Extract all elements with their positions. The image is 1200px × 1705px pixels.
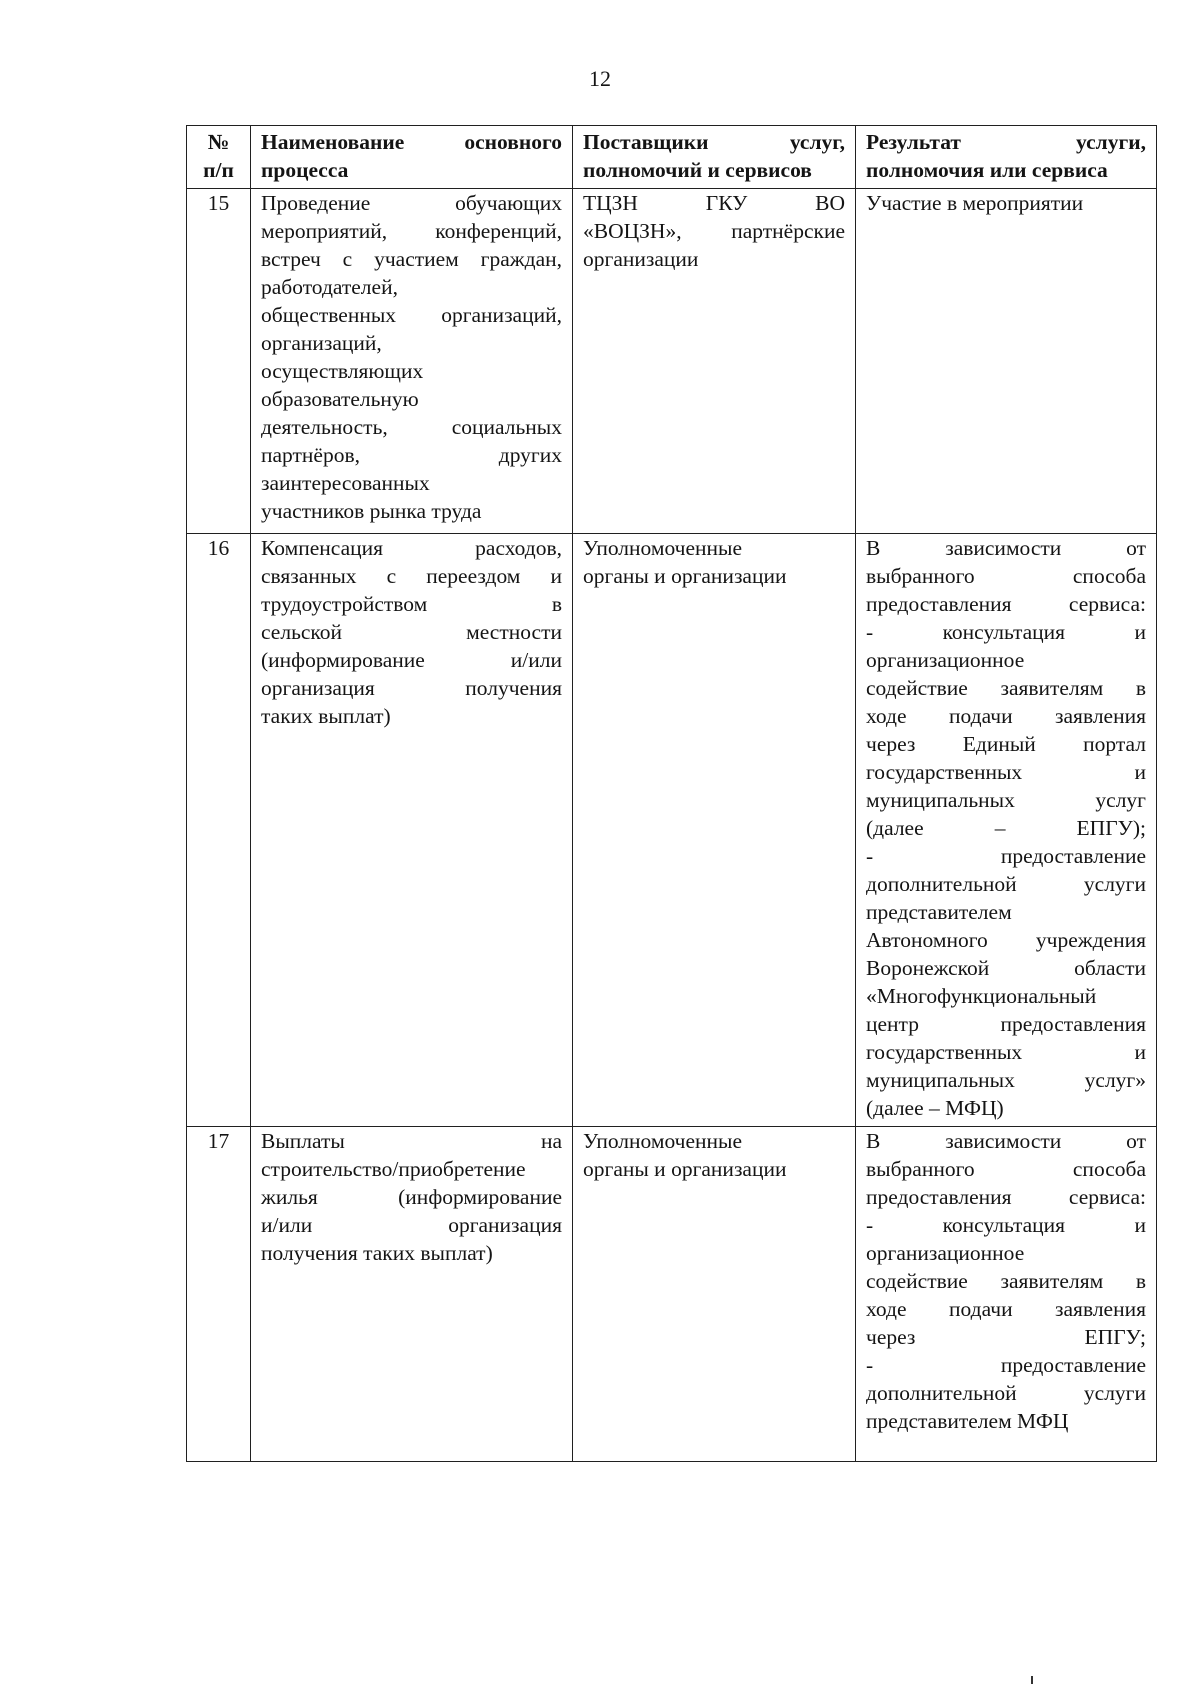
header-number-line-1: № <box>207 130 230 154</box>
row-number: 15 <box>187 189 251 534</box>
result-cell-line: государственных и <box>866 1040 1146 1064</box>
process-name-cell-line: участников рынка труда <box>261 499 482 523</box>
result-cell-line: - консультация и <box>866 1213 1146 1237</box>
result-cell-line: дополнительной услуги <box>866 1381 1146 1405</box>
result-cell-line: Участие в мероприятии <box>866 191 1084 215</box>
process-name-cell-line: Выплаты на <box>261 1129 562 1153</box>
result-cell-line: организационное <box>866 1241 1025 1265</box>
result-cell-line: муниципальных услуг <box>866 788 1146 812</box>
result-cell-line: представителем <box>866 900 1012 924</box>
header-number-line-2: п/п <box>203 158 234 182</box>
header-providers <box>573 126 856 189</box>
process-name-cell-line: организаций, <box>261 331 382 355</box>
header-result-line-2: полномочия или сервиса <box>866 158 1108 182</box>
row-number: 17 <box>187 1127 251 1462</box>
process-name-cell-line: заинтересованных <box>261 471 430 495</box>
header-providers-line-2: полномочий и сервисов <box>583 158 812 182</box>
process-name-cell-line: Компенсация расходов, <box>261 536 562 560</box>
process-name-cell-line: мероприятий, конференций, <box>261 219 562 243</box>
result-cell-line: - предоставление <box>866 844 1146 868</box>
providers-cell <box>573 1127 856 1462</box>
result-cell-line: Автономного учреждения <box>866 928 1146 952</box>
process-name-cell-line: (информирование и/или <box>261 648 562 672</box>
process-name-cell <box>251 534 573 1127</box>
table-body <box>187 189 1157 1462</box>
header-result-line-1: Результат услуги, <box>866 130 1146 154</box>
page-number: 12 <box>589 66 611 91</box>
result-cell-line: предоставления сервиса: <box>866 1185 1146 1209</box>
result-cell-line: (далее – ЕПГУ); <box>866 816 1146 840</box>
row-number: 16 <box>187 534 251 1127</box>
process-name-cell <box>251 1127 573 1462</box>
header-number <box>187 126 251 189</box>
providers-cell <box>573 189 856 534</box>
result-cell-line: выбранного способа <box>866 564 1146 588</box>
result-cell <box>856 534 1157 1127</box>
result-cell-line: представителем МФЦ <box>866 1409 1069 1433</box>
result-cell-line: - консультация и <box>866 620 1146 644</box>
providers-cell-line: органы и организации <box>583 1157 787 1181</box>
result-cell-line: Воронежской области <box>866 956 1146 980</box>
providers-cell-line: ТЦЗН ГКУ ВО <box>583 191 845 215</box>
header-providers-line-1: Поставщики услуг, <box>583 130 845 154</box>
result-cell <box>856 189 1157 534</box>
result-cell-line: ходе подачи заявления <box>866 704 1146 728</box>
table-row <box>187 1127 1157 1462</box>
process-name-cell-line: строительство/приобретение <box>261 1157 526 1181</box>
process-name-cell-line: деятельность, социальных <box>261 415 562 439</box>
providers-cell-line: «ВОЦЗН», партнёрские <box>583 219 845 243</box>
process-name-cell <box>251 189 573 534</box>
process-name-cell-line: образовательную <box>261 387 419 411</box>
header-process-name-line-1: Наименование основного <box>261 130 562 154</box>
result-cell <box>856 1127 1157 1462</box>
process-name-cell-line: связанных с переездом и <box>261 564 562 588</box>
result-cell-line: - предоставление <box>866 1353 1146 1377</box>
result-cell-line: через Единый портал <box>866 732 1146 756</box>
process-name-cell-line: осуществляющих <box>261 359 424 383</box>
process-name-cell-line: встреч с участием граждан, <box>261 247 562 271</box>
result-cell-line: ходе подачи заявления <box>866 1297 1146 1321</box>
process-name-cell-line: общественных организаций, <box>261 303 562 327</box>
header-process-name-line-2: процесса <box>261 158 349 182</box>
result-cell-line: дополнительной услуги <box>866 872 1146 896</box>
result-cell-line: выбранного способа <box>866 1157 1146 1181</box>
providers-cell-line: Уполномоченные <box>583 536 743 560</box>
process-name-cell-line: организация получения <box>261 676 562 700</box>
process-name-cell-line: работодателей, <box>261 275 398 299</box>
scan-mark <box>1031 1676 1033 1684</box>
process-name-cell-line: трудоустройством в <box>261 592 562 616</box>
process-name-cell-line: и/или организация <box>261 1213 562 1237</box>
result-cell-line: центр предоставления <box>866 1012 1146 1036</box>
header-result <box>856 126 1157 189</box>
header-process-name <box>251 126 573 189</box>
process-name-cell-line: получения таких выплат) <box>261 1241 493 1265</box>
table-header-row <box>187 126 1157 189</box>
result-cell-line: государственных и <box>866 760 1146 784</box>
result-cell-line: предоставления сервиса: <box>866 592 1146 616</box>
process-name-cell-line: партнёров, других <box>261 443 562 467</box>
result-cell-line: В зависимости от <box>866 536 1146 560</box>
result-cell-line: «Многофункциональный <box>866 984 1097 1008</box>
providers-cell-line: органы и организации <box>583 564 787 588</box>
table-row <box>187 534 1157 1127</box>
providers-cell <box>573 534 856 1127</box>
result-cell-line: В зависимости от <box>866 1129 1146 1153</box>
result-cell-line: содействие заявителям в <box>866 1269 1146 1293</box>
table-row <box>187 189 1157 534</box>
result-cell-line: муниципальных услуг» <box>866 1068 1146 1092</box>
process-name-cell-line: Проведение обучающих <box>261 191 562 215</box>
process-name-cell-line: таких выплат) <box>261 704 391 728</box>
process-name-cell-line: сельской местности <box>261 620 562 644</box>
services-table <box>186 125 1157 1462</box>
result-cell-line: организационное <box>866 648 1025 672</box>
providers-cell-line: организации <box>583 247 699 271</box>
process-name-cell-line: жилья (информирование <box>261 1185 562 1209</box>
result-cell-line: через ЕПГУ; <box>866 1325 1146 1349</box>
result-cell-line: содействие заявителям в <box>866 676 1146 700</box>
providers-cell-line: Уполномоченные <box>583 1129 743 1153</box>
result-cell-line: (далее – МФЦ) <box>866 1096 1004 1120</box>
